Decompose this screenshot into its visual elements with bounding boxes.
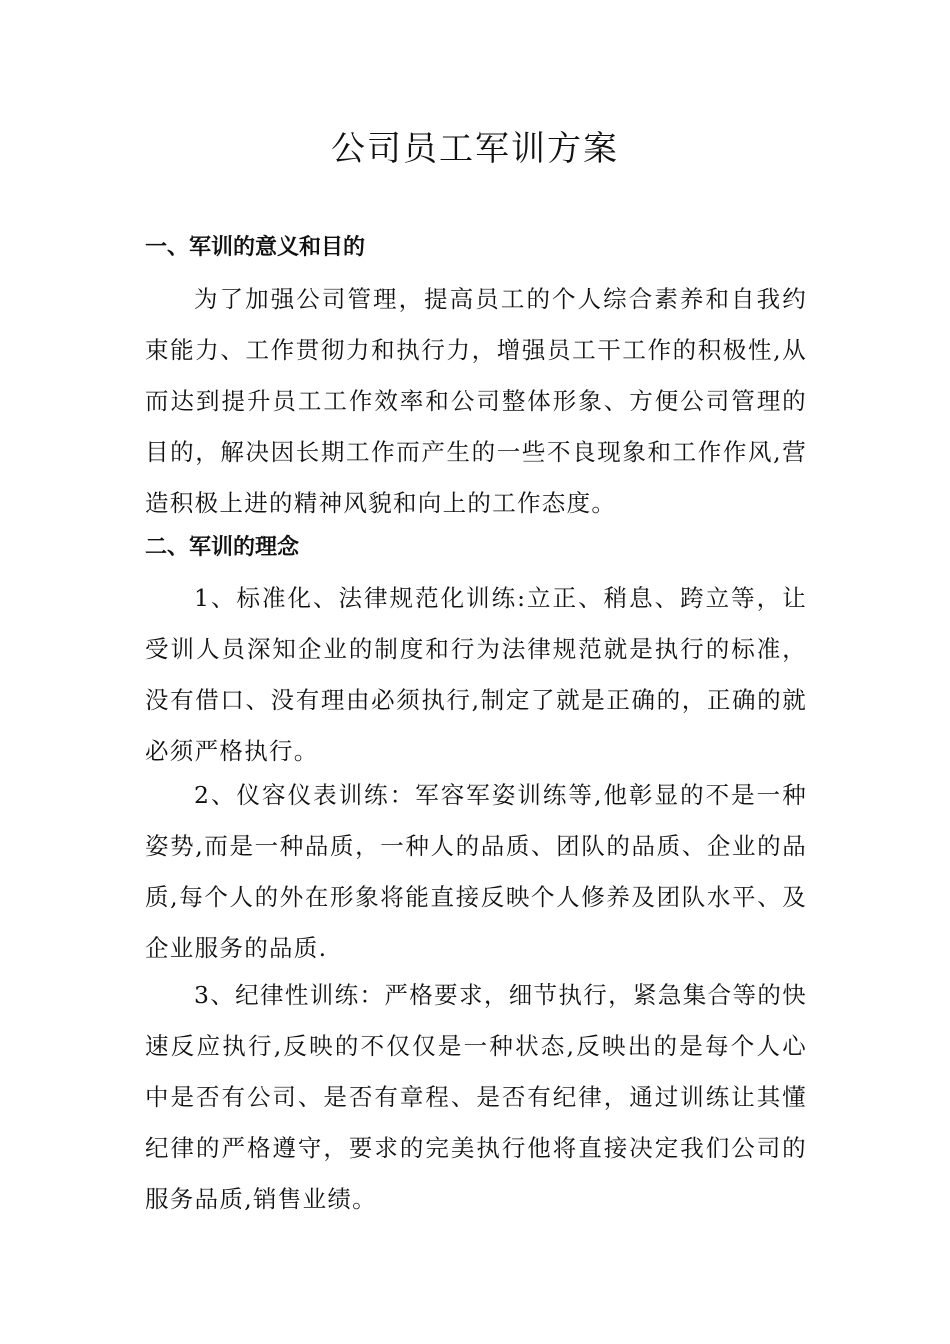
paragraph-item-2: 2、仪容仪表训练：军容军姿训练等,他彰显的不是一种姿势,而是一种品质，一种人的品质、团队的品质、企业的品质,每个人的外在形象将能直接反映个人修养及团队水平、及企业服务的品质. (145, 781, 807, 962)
paragraph-purpose: 为了加强公司管理，提高员工的个人综合素养和自我约束能力、工作贯彻力和执行力，增强员工干工作的积极性,从而达到提升员工工作效率和公司整体形象、方便公司管理的目的，解决因长期工作而产生的一些不良现象和工作作风,营造积极上进的精神风貌和向上的工作态度。 (145, 285, 807, 517)
section-heading-purpose: 一、军训的意义和目的 (145, 235, 366, 260)
section-heading-philosophy: 二、军训的理念 (145, 535, 300, 560)
paragraph-item-1: 1、标准化、法律规范化训练:立正、稍息、跨立等，让受训人员深知企业的制度和行为法律规范就是执行的标准，没有借口、没有理由必须执行,制定了就是正确的，正确的就必须严格执行。 (145, 584, 807, 765)
paragraph-item-3: 3、纪律性训练：严格要求，细节执行，紧急集合等的快速反应执行,反映的不仅仅是一种状态,反映出的是每个人心中是否有公司、是否有章程、是否有纪律，通过训练让其懂纪律的严格遵守，要求的完美执行他将直接决定我们公司的服务品质,销售业绩。 (145, 981, 807, 1213)
document-title: 公司员工军训方案 (331, 129, 619, 169)
